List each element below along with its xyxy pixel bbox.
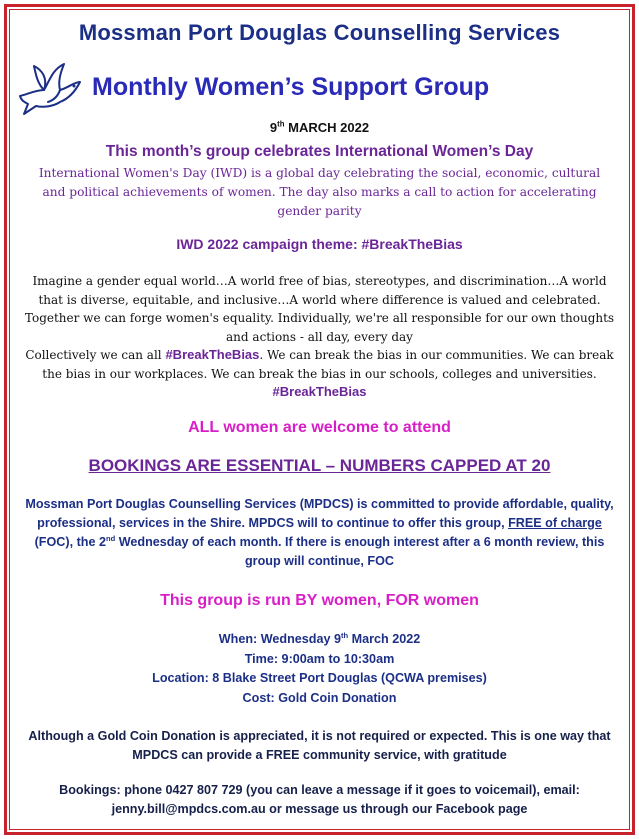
event-details — [0, 630, 639, 708]
organisation-title: Mossman Port Douglas Counselling Services — [78, 20, 561, 45]
free-of-charge: FREE of charge — [508, 516, 602, 530]
dove-icon — [14, 60, 84, 120]
collectively-start: Collectively we can all — [25, 348, 166, 362]
hashtag-inline: #BreakTheBias — [165, 347, 260, 362]
date-suffix: th — [277, 119, 285, 129]
when-prefix: When: Wednesday 9 — [218, 632, 341, 646]
campaign-theme: IWD 2022 campaign theme: #BreakTheBias — [176, 236, 463, 252]
hashtag-closing: #BreakTheBias — [272, 384, 367, 399]
commitment-part1: Mossman Port Douglas Counselling Services (MPDCS) is committed to provide affordable, quality, professional, services in the Shire. MPDCS will to continue to offer this group, — [25, 497, 614, 530]
mpdcs-commitment — [24, 495, 615, 571]
contact-info: Bookings: phone 0427 807 729 (you can leave a message if it goes to voicemail), email: jenny.bill@mpdcs.com.au or message us through our Facebook page — [59, 783, 580, 816]
date-rest: MARCH 2022 — [288, 120, 370, 135]
run-by-women: This group is run BY women, FOR women — [160, 592, 479, 609]
date-day: 9 — [269, 120, 278, 135]
campaign-body — [24, 272, 615, 402]
welcome-line: ALL women are welcome to attend — [188, 419, 451, 436]
donation-note: Although a Gold Coin Donation is appreciated, it is not required or expected. This is one way that MPDCS can provide a FREE community service, with gratitude — [28, 729, 611, 762]
when-line — [0, 630, 639, 650]
celebrates-heading: This month’s group celebrates International Women’s Day — [105, 143, 534, 160]
when-suffix: March 2022 — [348, 632, 421, 646]
group-title: Monthly Women’s Support Group — [92, 73, 490, 101]
commitment-part2: (FOC), the 2 — [34, 535, 106, 549]
cost-line: Cost: Gold Coin Donation — [242, 690, 397, 705]
nd-suffix: nd — [105, 533, 116, 543]
collectively-end: . We can break the bias in our communities. We can break the bias in our workplaces. We can break the bias in our schools, colleges and universities. — [42, 348, 614, 381]
time-line: Time: 9:00am to 10:30am — [244, 651, 395, 666]
collectively-paragraph — [24, 346, 615, 402]
imagine-paragraph: Imagine a gender equal world…A world free of bias, stereotypes, and discrimination…A world that is diverse, equitable, and inclusive…A world where difference is valued and celebrated. Together we can forge women's equality. Individually, we're all responsible for our own thoughts and actions - all day, every day — [24, 274, 615, 344]
event-date — [0, 120, 639, 135]
iwd-description: International Women's Day (IWD) is a global day celebrating the social, economic, cultural and political achievements of women. The day also marks a call to action for accelerating gender parity — [38, 166, 601, 218]
bookings-essential: BOOKINGS ARE ESSENTIAL – NUMBERS CAPPED AT 20 — [88, 456, 551, 475]
commitment-part3: Wednesday of each month. If there is enough interest after a 6 month review, this group will continue, FOC — [115, 535, 605, 568]
when-suffix-sup: th — [341, 630, 349, 640]
location-line: Location: 8 Blake Street Port Douglas (QCWA premises) — [152, 671, 487, 685]
